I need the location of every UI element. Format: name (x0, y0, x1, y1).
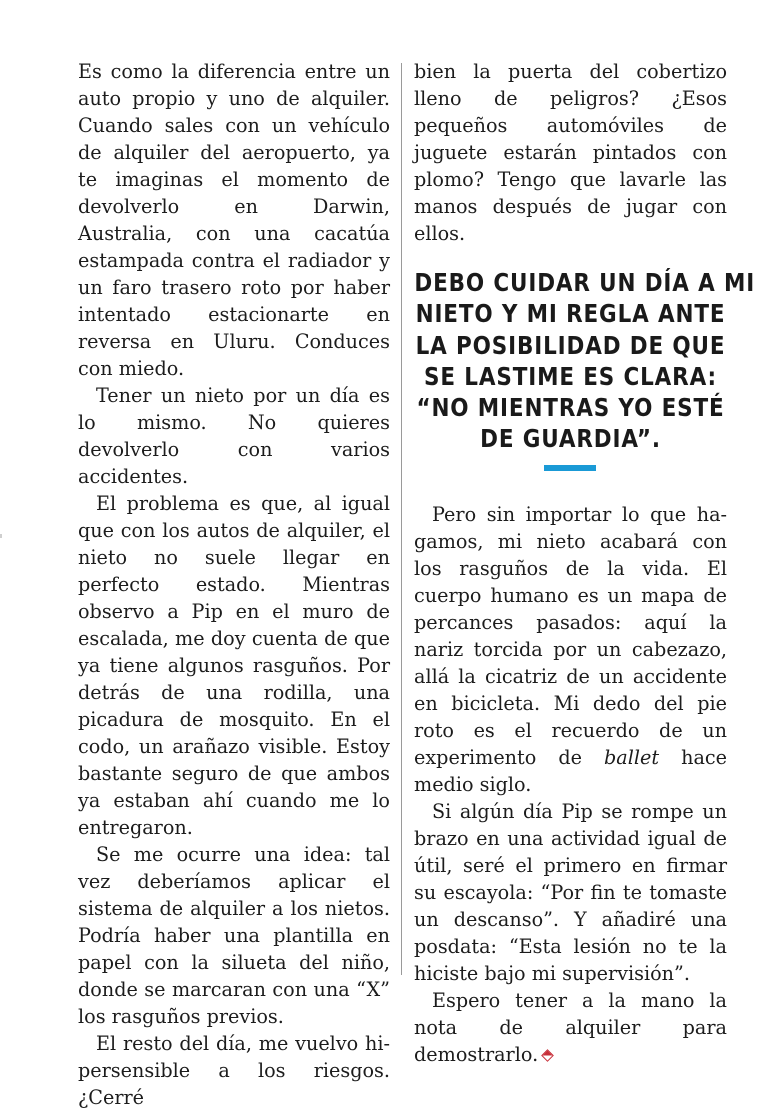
pull-quote-line: NIETO Y MI REGLA ANTE (415, 299, 726, 329)
pull-quote-line: DE GUARDIA”. (480, 424, 661, 454)
closing-text: Espero tener a la mano la nota de alquiler para demostrarlo. (414, 988, 727, 1066)
page-edge-mark (0, 534, 2, 538)
pull-quote (414, 267, 756, 455)
pull-quote-line: LA POSIBILIDAD DE QUE (415, 330, 726, 360)
body-paragraph: Si algún día Pip se rompe un brazo en una actividad igual de útil, seré el primero en firmar su escayola: “Por fin te tomaste un descanso”. Y añadiré una posdata: “Esta lesión no te la hiciste bajo mi supervisión”. (414, 799, 727, 985)
body-paragraph: Tener un nieto por un día es lo mismo. No quieres devolverlo con varios accidentes. (78, 384, 390, 488)
body-paragraph (414, 501, 727, 798)
column-divider (401, 63, 402, 975)
body-paragraph: Se me ocurre una idea: tal vez deberíamos aplicar el sistema de alquiler a los nietos. Podría haber una plantilla en papel con la silueta del niño, donde se marcaran con una “X” los rasguños previos. (78, 843, 390, 1028)
left-column (78, 58, 390, 1111)
body-paragraph: El problema es que, al igual que con los autos de alquiler, el nieto no suele llegar en perfecto estado. Mientras observo a Pip en el muro de escalada, me doy cuenta de que ya tiene algunos rasguños. Por detrás de una rodilla, una picadura de mosquito. En el codo, un arañazo visible. Estoy bastante seguro de que ambos ya estaban ahí cuando me lo entregaron. (78, 492, 390, 839)
pull-quote-line: DEBO CUIDAR UN DÍA A MI (414, 268, 756, 297)
closing-paragraph (414, 987, 727, 1068)
pull-quote-line: “NO MIENTRAS YO ESTÉ (416, 393, 725, 423)
right-column (414, 58, 756, 1068)
body-paragraph: Es como la diferencia entre un auto propio y uno de alquiler. Cuando sales con un vehículo de alquiler del aeropuerto, ya te imaginas el momento de devolverlo en Darwin, Australia, con una cacatúa estampada contra el radiador y un faro trasero roto por haber intentado estacionarte en reversa en Uluru. Conduces con miedo. (78, 60, 390, 380)
body-paragraph: El resto del día, me vuelvo hipersensible a los riesgos. ¿Cerré (78, 1032, 390, 1109)
pull-quote-accent-bar (544, 465, 596, 471)
diamond-end-mark-icon (541, 1049, 554, 1062)
italic-word: ballet (604, 745, 660, 769)
paragraph-text: Pero sin importar lo que hagamos, mi nieto acabará con los rasguños de la vida. El cuerpo humano es un mapa de percances pasados: aquí la nariz torcida por un cabezazo, allá la cicatriz de un accidente en bicicleta. Mi dedo del pie roto es el recuerdo de un experimento de (414, 502, 727, 769)
paragraph-text: hace medio siglo. (414, 745, 727, 796)
pull-quote-line: SE LASTIME ES CLARA: (424, 361, 717, 391)
continuation-paragraph: bien la puerta del cobertizo lleno de peligros? ¿Esos pequeños automóviles de juguete estarán pintados con plomo? Tengo que lavarle las manos después de jugar con ellos. (414, 60, 727, 245)
